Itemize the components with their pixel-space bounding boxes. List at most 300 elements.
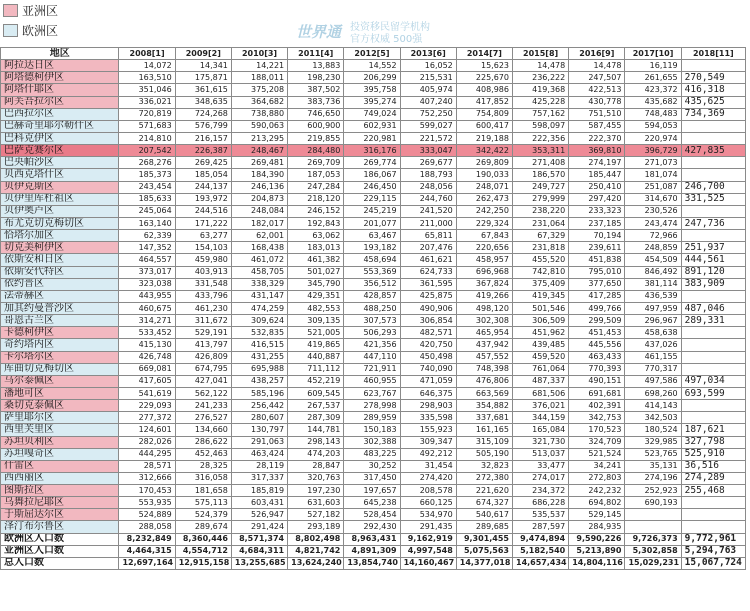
population-cell: 431,255: [231, 351, 287, 363]
population-cell: 402,391: [569, 400, 625, 412]
population-cell: 233,323: [569, 205, 625, 217]
population-cell: 63,062: [288, 230, 344, 242]
population-cell: 335,598: [400, 412, 456, 424]
population-cell: 154,103: [175, 242, 231, 254]
population-cell: 337,681: [456, 412, 512, 424]
table-row: [1, 327, 746, 339]
population-cell: 186,570: [513, 169, 569, 181]
population-cell: 757,162: [513, 108, 569, 120]
population-cell: 754,809: [456, 108, 512, 120]
table-row: [1, 145, 746, 157]
population-cell: 311,672: [175, 315, 231, 327]
population-cell: 497,959: [625, 302, 681, 314]
district-name: 法蒂赫区: [1, 290, 119, 302]
population-cell: 245,064: [119, 205, 175, 217]
population-cell: 63,467: [344, 230, 400, 242]
population-cell: 251,937: [681, 242, 745, 254]
population-cell: 306,854: [400, 315, 456, 327]
district-name: 巴赫奇里耶尔勒什区: [1, 120, 119, 132]
population-cell: 770,393: [569, 363, 625, 375]
population-cell: 752,250: [400, 108, 456, 120]
population-cell: 269,774: [344, 157, 400, 169]
population-cell: 433,796: [175, 290, 231, 302]
population-cell: 214,810: [119, 132, 175, 144]
population-cell: 14,341: [175, 60, 231, 72]
population-cell: 270,549: [681, 72, 745, 84]
population-cell: 498,120: [456, 302, 512, 314]
watermark-brand: 世界通: [296, 23, 342, 41]
population-cell: 163,510: [119, 72, 175, 84]
population-cell: 241,520: [400, 205, 456, 217]
table-row: [1, 351, 746, 363]
watermark-line1: 投资移民留学机构: [350, 22, 430, 33]
population-cell: 67,843: [456, 230, 512, 242]
watermark-line2: 官方权威 500强: [350, 34, 423, 45]
population-cell: 367,824: [456, 278, 512, 290]
table-row: [1, 302, 746, 314]
population-cell: 190,033: [456, 169, 512, 181]
population-cell: 459,520: [513, 351, 569, 363]
population-cell: 181,074: [625, 169, 681, 181]
population-cell: 272,380: [456, 472, 512, 484]
population-cell: 170,453: [119, 485, 175, 497]
population-cell: 274,289: [681, 472, 745, 484]
column-header: 2016[9]: [569, 48, 625, 60]
table-row: [1, 290, 746, 302]
population-cell: 540,617: [456, 509, 512, 521]
legend-asia-swatch: [3, 4, 18, 17]
population-cell: 278,998: [344, 400, 400, 412]
district-name: 巴萨克赛尔区: [1, 145, 119, 157]
population-cell: 185,633: [119, 193, 175, 205]
population-cell: 312,666: [119, 472, 175, 484]
population-cell: 419,865: [288, 339, 344, 351]
population-cell: 329,985: [625, 436, 681, 448]
table-row: [1, 60, 746, 72]
population-cell: 171,222: [175, 217, 231, 229]
population-cell: 420,750: [400, 339, 456, 351]
table-row: [1, 108, 746, 120]
population-cell: 247,507: [569, 72, 625, 84]
population-cell: 9,301,455: [456, 533, 512, 545]
population-cell: 761,064: [513, 363, 569, 375]
population-cell: 4,554,712: [175, 545, 231, 557]
population-cell: 28,847: [288, 460, 344, 472]
district-name: 巴央帕沙区: [1, 157, 119, 169]
population-cell: 663,569: [456, 387, 512, 399]
population-cell: 13,255,685: [231, 557, 287, 569]
population-cell: 192,843: [288, 217, 344, 229]
district-name: 西西丽区: [1, 472, 119, 484]
population-cell: 645,238: [344, 497, 400, 509]
population-cell: [681, 120, 745, 132]
population-cell: 482,571: [400, 327, 456, 339]
population-cell: 9,726,373: [625, 533, 681, 545]
population-cell: 9,772,961: [681, 533, 745, 545]
table-row: [1, 363, 746, 375]
population-cell: 369,810: [569, 145, 625, 157]
population-cell: 444,295: [119, 448, 175, 460]
population-cell: 529,191: [175, 327, 231, 339]
table-row: [1, 460, 746, 472]
population-cell: 244,760: [400, 193, 456, 205]
population-cell: 631,603: [288, 497, 344, 509]
population-cell: 497,034: [681, 375, 745, 387]
population-cell: 247,736: [681, 217, 745, 229]
population-cell: 482,553: [288, 302, 344, 314]
population-cell: 246,136: [231, 181, 287, 193]
population-cell: 241,233: [175, 400, 231, 412]
population-cell: 501,546: [513, 302, 569, 314]
population-cell: 185,819: [231, 485, 287, 497]
population-cell: 262,473: [456, 193, 512, 205]
population-cell: 14,804,116: [569, 557, 625, 569]
population-cell: 185,373: [119, 169, 175, 181]
population-cell: 288,058: [119, 521, 175, 533]
population-cell: 523,765: [625, 448, 681, 460]
population-cell: 740,090: [400, 363, 456, 375]
population-cell: 246,152: [288, 205, 344, 217]
population-cell: 623,767: [344, 387, 400, 399]
column-header: 2013[6]: [400, 48, 456, 60]
population-cell: 691,681: [569, 387, 625, 399]
population-cell: 28,119: [231, 460, 287, 472]
population-cell: [681, 497, 745, 509]
population-cell: 5,294,763: [681, 545, 745, 557]
population-cell: 198,230: [288, 72, 344, 84]
population-cell: 289,685: [456, 521, 512, 533]
table-row: [1, 169, 746, 181]
population-cell: 14,478: [513, 60, 569, 72]
population-cell: 444,561: [681, 254, 745, 266]
population-cell: 471,059: [400, 375, 456, 387]
population-cell: 443,955: [119, 290, 175, 302]
population-cell: 533,452: [119, 327, 175, 339]
population-cell: 377,650: [569, 278, 625, 290]
population-cell: 413,797: [175, 339, 231, 351]
population-cell: 317,337: [231, 472, 287, 484]
population-cell: 247,284: [288, 181, 344, 193]
population-cell: 364,682: [231, 96, 287, 108]
population-cell: 287,597: [513, 521, 569, 533]
population-cell: 150,183: [344, 424, 400, 436]
population-cell: 575,113: [175, 497, 231, 509]
population-cell: 527,182: [288, 509, 344, 521]
table-row: [1, 242, 746, 254]
population-cell: 248,056: [400, 181, 456, 193]
population-cell: [681, 509, 745, 521]
population-cell: [681, 157, 745, 169]
column-header: 2010[3]: [231, 48, 287, 60]
population-cell: 274,197: [569, 157, 625, 169]
district-name: 阿拉达日区: [1, 60, 119, 72]
population-cell: 395,758: [344, 84, 400, 96]
population-cell: 526,947: [231, 509, 287, 521]
population-cell: 696,968: [456, 266, 512, 278]
population-cell: 293,189: [288, 521, 344, 533]
population-cell: 244,516: [175, 205, 231, 217]
population-cell: 230,526: [625, 205, 681, 217]
table-row: [1, 315, 746, 327]
population-cell: 193,182: [344, 242, 400, 254]
population-cell: 8,802,498: [288, 533, 344, 545]
population-cell: [681, 521, 745, 533]
population-cell: 356,512: [344, 278, 400, 290]
population-cell: 419,266: [456, 290, 512, 302]
population-cell: 168,438: [231, 242, 287, 254]
population-cell: 242,250: [456, 205, 512, 217]
population-cell: 405,974: [400, 84, 456, 96]
table-row: [1, 254, 746, 266]
table-row: [1, 400, 746, 412]
population-cell: 307,573: [344, 315, 400, 327]
population-cell: [681, 339, 745, 351]
population-cell: 461,072: [231, 254, 287, 266]
population-cell: 72,966: [625, 230, 681, 242]
population-cell: 201,077: [344, 217, 400, 229]
district-name: 阿芙吾拉尔区: [1, 96, 119, 108]
population-cell: 229,093: [119, 400, 175, 412]
population-cell: 237,185: [569, 217, 625, 229]
district-name: 布尤克切克梅切区: [1, 217, 119, 229]
population-cell: 474,203: [288, 448, 344, 460]
district-name: 加其约曼普沙区: [1, 302, 119, 314]
district-name: 马尔泰佩区: [1, 375, 119, 387]
population-cell: 463,424: [231, 448, 287, 460]
population-cell: 269,481: [231, 157, 287, 169]
population-cell: 451,962: [513, 327, 569, 339]
population-cell: 646,375: [400, 387, 456, 399]
population-cell: 770,317: [625, 363, 681, 375]
population-cell: 13,854,740: [344, 557, 400, 569]
population-cell: 387,502: [288, 84, 344, 96]
population-cell: 35,131: [625, 460, 681, 472]
population-cell: 147,352: [119, 242, 175, 254]
summary-row: [1, 557, 746, 569]
table-row: [1, 96, 746, 108]
population-cell: [681, 412, 745, 424]
district-name: 依斯安代特区: [1, 266, 119, 278]
population-cell: 354,882: [456, 400, 512, 412]
population-cell: 221,572: [400, 132, 456, 144]
population-cell: 63,277: [175, 230, 231, 242]
population-cell: 474,259: [231, 302, 287, 314]
population-cell: 291,063: [231, 436, 287, 448]
population-cell: 279,999: [513, 193, 569, 205]
column-header: 地区: [1, 48, 119, 60]
population-cell: 746,650: [288, 108, 344, 120]
watermark-logo: [296, 22, 446, 48]
population-cell: 226,387: [175, 145, 231, 157]
population-cell: 12,915,158: [175, 557, 231, 569]
district-name: 亚洲区人口数: [1, 545, 119, 557]
population-cell: 309,347: [400, 436, 456, 448]
district-name: 贝西克塔什区: [1, 169, 119, 181]
population-cell: 383,909: [681, 278, 745, 290]
population-cell: 197,230: [288, 485, 344, 497]
population-cell: 501,027: [288, 266, 344, 278]
population-cell: 317,450: [344, 472, 400, 484]
population-cell: 483,225: [344, 448, 400, 460]
legend-europe: [3, 23, 123, 39]
population-cell: 342,503: [625, 412, 681, 424]
population-cell: 15,067,724: [681, 557, 745, 569]
population-cell: 220,974: [625, 132, 681, 144]
district-name: 乌舞拉尼耶区: [1, 497, 119, 509]
district-name: 泽汀布尔鲁区: [1, 521, 119, 533]
population-cell: 460,675: [119, 302, 175, 314]
population-cell: 748,398: [456, 363, 512, 375]
district-name: 桑切克泰佩区: [1, 400, 119, 412]
population-cell: 280,607: [231, 412, 287, 424]
population-cell: 144,781: [288, 424, 344, 436]
district-name: 于斯屈达尔区: [1, 509, 119, 521]
population-cell: 292,430: [344, 521, 400, 533]
population-cell: 395,274: [344, 96, 400, 108]
population-cell: 207,476: [400, 242, 456, 254]
district-name: 卡德柯伊区: [1, 327, 119, 339]
population-cell: 183,013: [288, 242, 344, 254]
population-cell: 31,454: [400, 460, 456, 472]
table-row: [1, 387, 746, 399]
population-cell: 28,571: [119, 460, 175, 472]
population-cell: 276,527: [175, 412, 231, 424]
population-cell: 5,213,890: [569, 545, 625, 557]
population-cell: 269,677: [400, 157, 456, 169]
population-cell: 681,506: [513, 387, 569, 399]
population-cell: 416,515: [231, 339, 287, 351]
population-cell: 284,480: [288, 145, 344, 157]
population-cell: [681, 205, 745, 217]
population-cell: 32,823: [456, 460, 512, 472]
population-cell: 488,250: [344, 302, 400, 314]
population-cell: 187,621: [681, 424, 745, 436]
population-cell: 155,923: [400, 424, 456, 436]
population-cell: 297,420: [569, 193, 625, 205]
population-cell: 245,219: [344, 205, 400, 217]
population-cell: 289,331: [681, 315, 745, 327]
column-header: 2011[4]: [288, 48, 344, 60]
population-cell: 721,911: [344, 363, 400, 375]
population-cell: 246,700: [681, 181, 745, 193]
population-cell: 271,408: [513, 157, 569, 169]
population-cell: 338,329: [231, 278, 287, 290]
population-cell: 185,054: [175, 169, 231, 181]
population-cell: 711,112: [288, 363, 344, 375]
summary-row: [1, 545, 746, 557]
population-cell: 562,122: [175, 387, 231, 399]
population-cell: 248,071: [456, 181, 512, 193]
population-cell: 590,063: [231, 120, 287, 132]
population-cell: 461,382: [288, 254, 344, 266]
population-cell: 15,029,231: [625, 557, 681, 569]
summary-row: [1, 533, 746, 545]
population-cell: 383,736: [288, 96, 344, 108]
population-cell: 451,453: [569, 327, 625, 339]
population-cell: 12,697,164: [119, 557, 175, 569]
population-cell: 221,620: [456, 485, 512, 497]
population-cell: 324,709: [569, 436, 625, 448]
population-cell: 490,151: [569, 375, 625, 387]
population-cell: 891,120: [681, 266, 745, 278]
population-cell: 314,670: [625, 193, 681, 205]
population-cell: 458,705: [231, 266, 287, 278]
population-cell: [681, 230, 745, 242]
population-cell: 451,838: [569, 254, 625, 266]
population-cell: 724,268: [175, 108, 231, 120]
population-cell: [681, 400, 745, 412]
district-name: 库曲切克梅切区: [1, 363, 119, 375]
population-cell: 289,674: [175, 521, 231, 533]
population-cell: 184,390: [231, 169, 287, 181]
population-cell: 463,433: [569, 351, 625, 363]
column-header: 2008[1]: [119, 48, 175, 60]
population-cell: 229,324: [456, 217, 512, 229]
population-cell: 345,790: [288, 278, 344, 290]
population-cell: 428,857: [344, 290, 400, 302]
district-name: 奇约塔内区: [1, 339, 119, 351]
population-cell: [681, 60, 745, 72]
population-cell: 748,483: [625, 108, 681, 120]
population-cell: 16,119: [625, 60, 681, 72]
population-cell: 188,011: [231, 72, 287, 84]
population-cell: 425,875: [400, 290, 456, 302]
population-cell: 660,125: [400, 497, 456, 509]
district-name: 恰塔尔加区: [1, 230, 119, 242]
population-cell: 9,590,226: [569, 533, 625, 545]
population-cell: 476,806: [456, 375, 512, 387]
population-cell: 14,221: [231, 60, 287, 72]
population-cell: 207,542: [119, 145, 175, 157]
population-cell: 690,193: [625, 497, 681, 509]
population-cell: 244,137: [175, 181, 231, 193]
population-cell: 693,599: [681, 387, 745, 399]
population-cell: 14,657,434: [513, 557, 569, 569]
population-cell: 222,356: [513, 132, 569, 144]
population-cell: 532,835: [231, 327, 287, 339]
population-cell: 204,873: [231, 193, 287, 205]
population-cell: 331,548: [175, 278, 231, 290]
population-cell: 67,329: [513, 230, 569, 242]
population-cell: 465,954: [456, 327, 512, 339]
population-cell: 361,615: [175, 84, 231, 96]
population-cell: 795,010: [569, 266, 625, 278]
population-cell: 8,360,446: [175, 533, 231, 545]
population-cell: 348,635: [175, 96, 231, 108]
population-cell: 506,293: [344, 327, 400, 339]
table-row: [1, 217, 746, 229]
population-cell: 422,513: [569, 84, 625, 96]
population-cell: 234,372: [513, 485, 569, 497]
population-cell: 459,980: [175, 254, 231, 266]
population-cell: 5,302,858: [625, 545, 681, 557]
population-cell: 296,967: [625, 315, 681, 327]
population-cell: 429,351: [288, 290, 344, 302]
population-cell: 34,241: [569, 460, 625, 472]
population-cell: 248,859: [625, 242, 681, 254]
population-cell: 599,027: [400, 120, 456, 132]
population-cell: 277,372: [119, 412, 175, 424]
population-cell: 236,222: [513, 72, 569, 84]
table-row: [1, 266, 746, 278]
population-cell: 314,271: [119, 315, 175, 327]
population-cell: 576,799: [175, 120, 231, 132]
population-cell: 445,556: [569, 339, 625, 351]
population-cell: 437,942: [456, 339, 512, 351]
legend-asia: [3, 3, 123, 19]
population-cell: 585,196: [231, 387, 287, 399]
table-row: [1, 521, 746, 533]
